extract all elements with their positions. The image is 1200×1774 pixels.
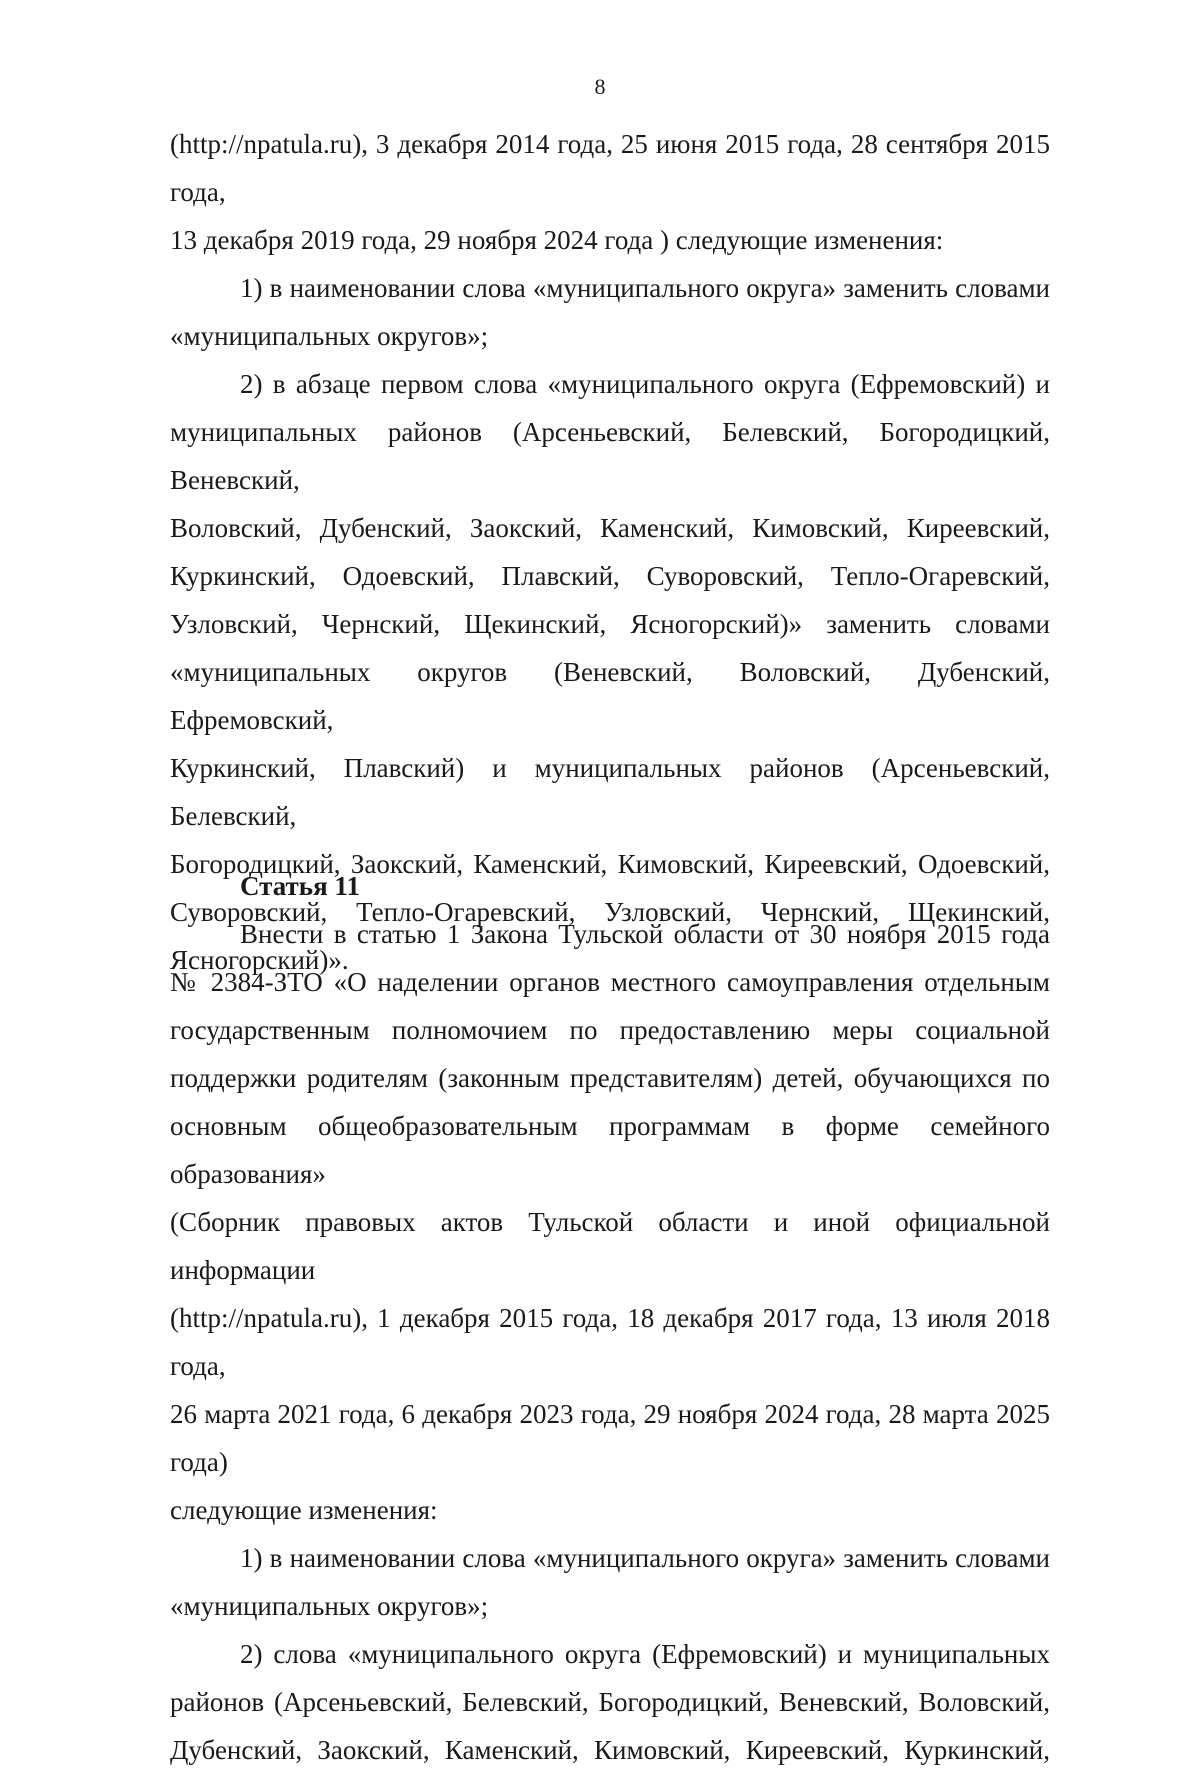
paragraph-continuation	[170, 120, 1050, 264]
text-line: районов (Арсеньевский, Белевский, Богородицкий, Веневский, Воловский,	[170, 1687, 1050, 1717]
text-line: Богородицкий, Заокский, Каменский, Кимовский, Киреевский, Одоевский,	[170, 849, 1050, 879]
paragraph-article-intro	[170, 910, 1050, 1534]
text-line: Ясногорский)».	[170, 945, 349, 975]
text-line: 2) в абзаце первом слова «муниципального округа (Ефремовский) и	[240, 369, 1050, 399]
text-line: Воловский, Дубенский, Заокский, Каменский, Кимовский, Киреевский,	[170, 513, 1050, 543]
text-line: Суворовский, Тепло-Огаревский, Узловский, Чернский, Щекинский,	[170, 897, 1050, 927]
text-line: Внести в статью 1 Закона Тульской области от 30 ноября 2015 года	[240, 919, 1050, 949]
text-line: «муниципальных округов»;	[170, 1591, 489, 1621]
text-line: государственным полномочием по предоставлению меры социальной	[170, 1015, 1050, 1045]
paragraph-item-1	[170, 264, 1050, 360]
text-line: 1) в наименовании слова «муниципального округа» заменить словами	[240, 273, 1050, 303]
paragraph-item-1	[170, 1534, 1050, 1630]
paragraph-item-2	[170, 1630, 1050, 1774]
text-line: № 2384-ЗТО «О наделении органов местного самоуправления отдельным	[170, 967, 1050, 997]
text-line: следующие изменения:	[170, 1495, 438, 1525]
text-line: 13 декабря 2019 года, 29 ноября 2024 года ) следующие изменения:	[170, 225, 944, 255]
text-line: Куркинский, Плавский) и муниципальных районов (Арсеньевский, Белевский,	[170, 753, 1050, 831]
text-line: (http://npatula.ru), 1 декабря 2015 года, 18 декабря 2017 года, 13 июля 2018 года,	[170, 1303, 1050, 1381]
text-line: (http://npatula.ru), 3 декабря 2014 года, 25 июня 2015 года, 28 сентября 2015 года,	[170, 129, 1050, 207]
text-line: (Сборник правовых актов Тульской области и иной официальной информации	[170, 1207, 1050, 1285]
text-block-article-11	[170, 862, 1050, 1774]
text-block-top	[170, 120, 1050, 984]
text-line: Куркинский, Одоевский, Плавский, Суворовский, Тепло-Огаревский,	[170, 561, 1050, 591]
text-line: поддержки родителям (законным представителям) детей, обучающихся по	[170, 1063, 1050, 1093]
text-line: 1) в наименовании слова «муниципального округа» заменить словами	[240, 1543, 1050, 1573]
text-line: Дубенский, Заокский, Каменский, Кимовский, Киреевский, Куркинский,	[170, 1735, 1050, 1765]
text-line: 2) слова «муниципального округа (Ефремовский) и муниципальных	[240, 1639, 1050, 1669]
text-line: основным общеобразовательным программам в форме семейного образования»	[170, 1111, 1050, 1189]
text-line: 26 марта 2021 года, 6 декабря 2023 года, 29 ноября 2024 года, 28 марта 2025 года)	[170, 1399, 1050, 1477]
text-line: Узловский, Чернский, Щекинский, Ясногорский)» заменить словами	[170, 609, 1050, 639]
text-line: «муниципальных округов (Веневский, Воловский, Дубенский, Ефремовский,	[170, 657, 1050, 735]
article-heading: Статья 11	[240, 871, 360, 901]
text-line: «муниципальных округов»;	[170, 321, 489, 351]
text-line: муниципальных районов (Арсеньевский, Белевский, Богородицкий, Веневский,	[170, 417, 1050, 495]
page-number: 8	[594, 74, 606, 99]
